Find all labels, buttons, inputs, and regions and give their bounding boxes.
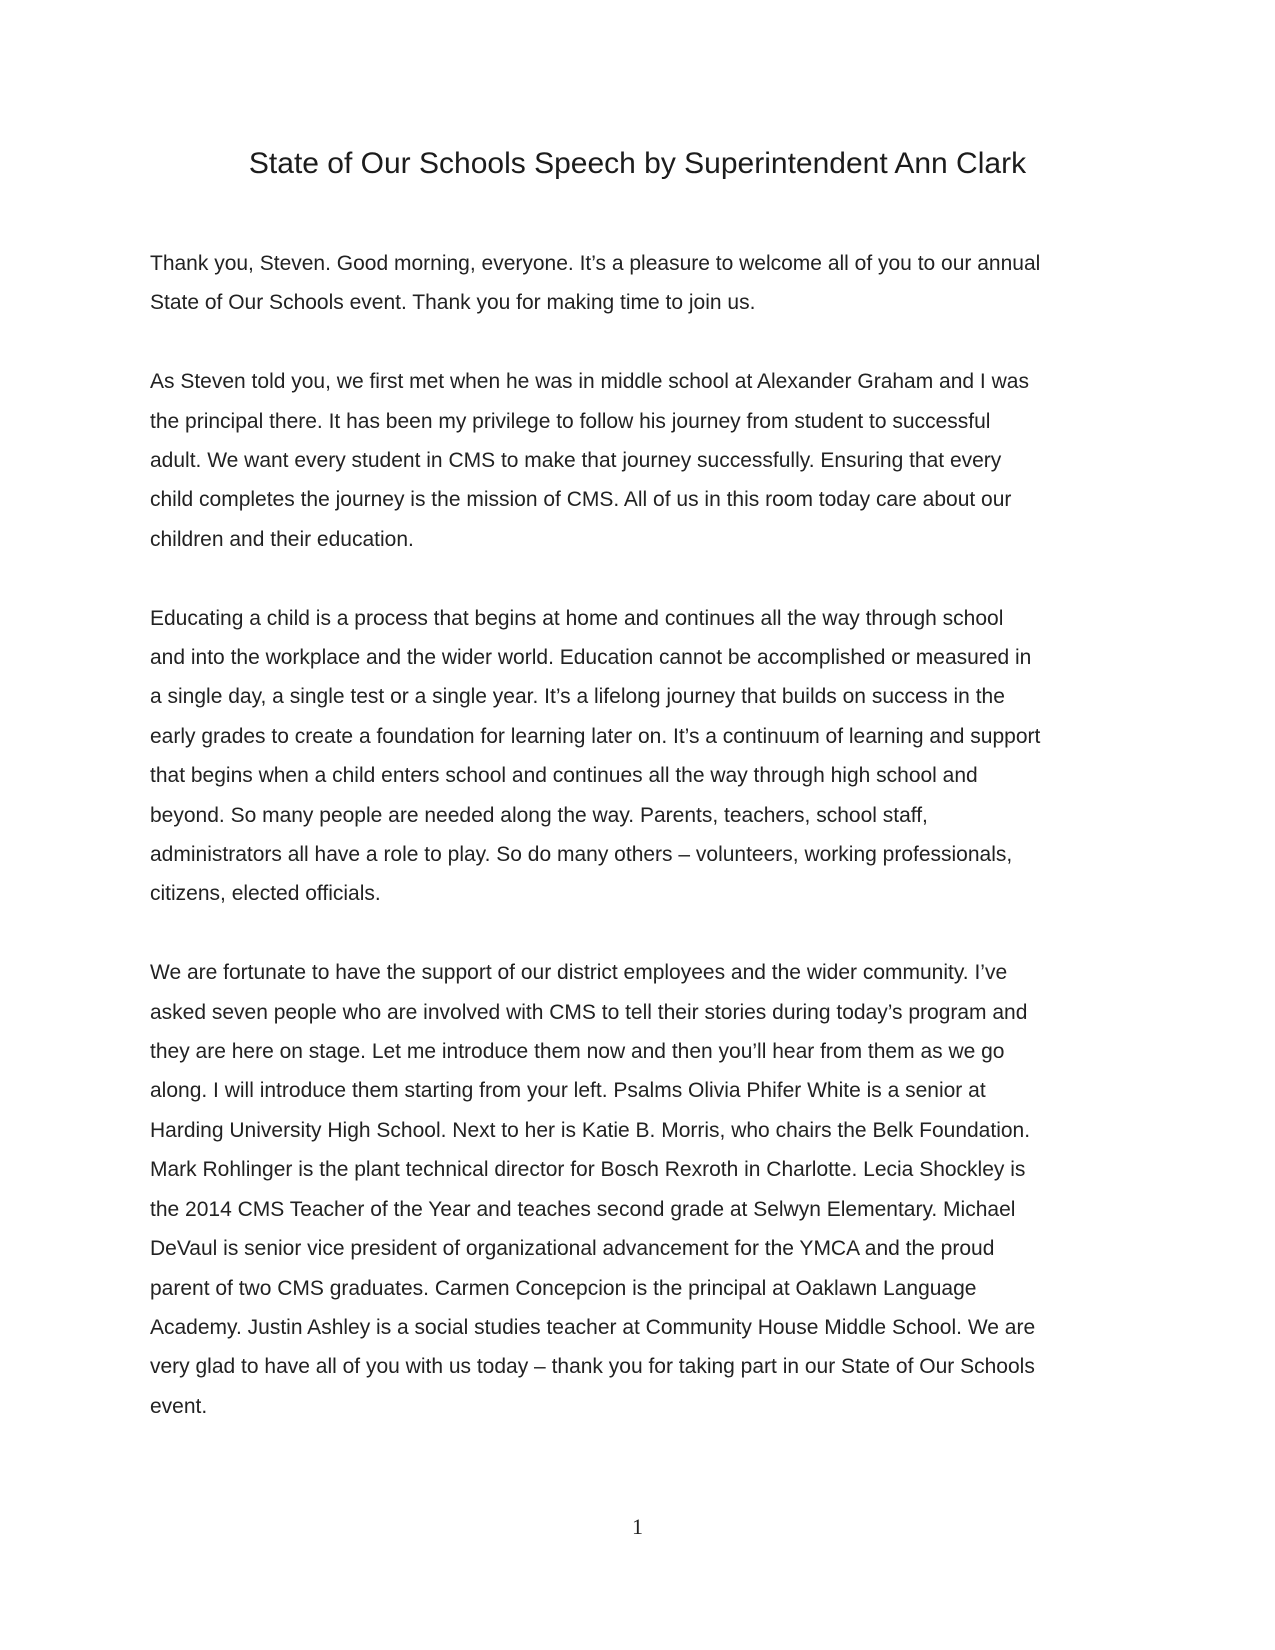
text-line: child completes the journey is the mission of CMS. All of us in this room today care about our — [150, 488, 1012, 512]
text-line: Educating a child is a process that begins at home and continues all the way through school — [150, 606, 1004, 630]
paragraph-4 — [150, 953, 1130, 1426]
paragraph-2 — [150, 362, 1130, 559]
text-line: Academy. Justin Ashley is a social studies teacher at Community House Middle School. We are — [150, 1315, 1036, 1339]
text-line: Mark Rohlinger is the plant technical director for Bosch Rexroth in Charlotte. Lecia Shockley is — [150, 1158, 1026, 1182]
text-line: We are fortunate to have the support of our district employees and the wider community. I’ve — [150, 961, 1008, 985]
text-line: parent of two CMS graduates. Carmen Concepcion is the principal at Oaklawn Language — [150, 1276, 977, 1300]
text-line: and into the workplace and the wider world. Education cannot be accomplished or measured in — [150, 646, 1032, 670]
text-line: early grades to create a foundation for learning later on. It’s a continuum of learning and support — [150, 724, 1041, 748]
text-line: children and their education. — [150, 527, 414, 551]
paragraph-3 — [150, 599, 1130, 914]
text-line: the 2014 CMS Teacher of the Year and teaches second grade at Selwyn Elementary. Michael — [150, 1197, 1016, 1221]
text-line: State of Our Schools event. Thank you for making time to join us. — [150, 291, 756, 315]
text-line: Harding University High School. Next to her is Katie B. Morris, who chairs the Belk Foundation. — [150, 1118, 1031, 1142]
text-line: citizens, elected officials. — [150, 882, 381, 906]
text-line: very glad to have all of you with us today – thank you for taking part in our State of Our Schools — [150, 1355, 1035, 1379]
text-line: As Steven told you, we first met when he was in middle school at Alexander Graham and I was — [150, 370, 1029, 394]
text-line: administrators all have a role to play. So do many others – volunteers, working professionals, — [150, 843, 1013, 867]
text-line: that begins when a child enters school and continues all the way through high school and — [150, 764, 978, 788]
text-line: beyond. So many people are needed along the way. Parents, teachers, school staff, — [150, 803, 928, 827]
document-body — [150, 244, 1130, 1466]
page-number: 1 — [632, 1514, 643, 1539]
text-line: along. I will introduce them starting from your left. Psalms Olivia Phifer White is a senior at — [150, 1079, 986, 1103]
paragraph-1 — [150, 244, 1130, 323]
text-line: asked seven people who are involved with CMS to tell their stories during today’s program and — [150, 1000, 1028, 1024]
text-line: a single day, a single test or a single year. It’s a lifelong journey that builds on success in the — [150, 685, 1005, 709]
text-line: Thank you, Steven. Good morning, everyone. It’s a pleasure to welcome all of you to our annual — [150, 252, 1041, 275]
document-title: State of Our Schools Speech by Superintendent Ann Clark — [248, 147, 1027, 180]
text-line: adult. We want every student in CMS to make that journey successfully. Ensuring that every — [150, 449, 1002, 473]
text-line: event. — [150, 1394, 208, 1418]
text-line: the principal there. It has been my privilege to follow his journey from student to successful — [150, 409, 991, 433]
text-line: they are here on stage. Let me introduce them now and then you’ll hear from them as we go — [150, 1040, 1005, 1064]
text-line: DeVaul is senior vice president of organizational advancement for the YMCA and the proud — [150, 1237, 995, 1261]
